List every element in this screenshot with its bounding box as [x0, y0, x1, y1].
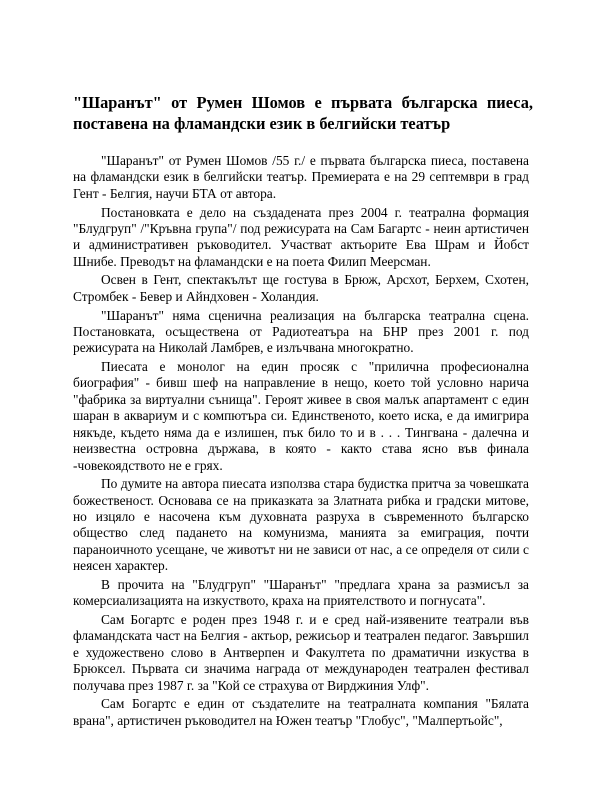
paragraph: "Шаранът" от Румен Шомов /55 г./ е първата българска пиеса, поставена на фламандски език в белгийски театър. Премиерата е на 29 септември в град Гент - Белгия, научи БТА от автора. — [73, 153, 529, 201]
article-title: "Шаранът" от Румен Шомов е първата българска пиеса, поставена на фламандски език в белгийски театър — [73, 93, 533, 133]
paragraph: Освен в Гент, спектакълът ще гостува в Брюж, Арсхот, Берхем, Схотен, Стромбек - Бевер и Айндховен - Холандия. — [73, 272, 529, 304]
paragraph: Сам Богартс е роден през 1948 г. и е сред най-изявените театрали във фламандската част на Белгия - актьор, режисьор и театрален педагог. Завършил е художествено слово в Антверпен и Факултета по драматични изкуства в Брюксел. Първата си значима награда от международен театрален фестивал получава през 1987 г. за "Кой се страхува от Вирджиния Улф". — [73, 612, 529, 693]
paragraph: "Шаранът" няма сценична реализация на българска театрална сцена. Постановката, осъществена от Радиотеатъра на БНР през 2001 г. под режисурата на Николай Ламбрев, е излъчвана многократно. — [73, 307, 529, 356]
paragraph: По думите на автора пиесата използва стара будистка притча за човешката божественост. Основава се на приказката за Златната рибка и градски митове, но изцяло е насочена към духовната разруха в съвременното българско общество след падането на комунизма, манията за емиграция, почти параноичното усещане, че животът ни не зависи от нас, а се определя от сили с неясен характер. — [73, 476, 529, 574]
paragraph: В прочита на "Блудгруп" "Шаранът" "предлага храна за размисъл за комерсиализацията на изкуството, краха на приятелството и погнусата". — [73, 576, 529, 609]
paragraph: Пиесата е монолог на един просяк с "прилична професионална биография" - бивш шеф на направление в нещо, което той условно нарича "фабрика за виртуални сънища". Героят живее в своя малък апартамент с един шаран в аквариум и с компютъра си. Единственото, което иска, е да имигрира някъде, където няма да е излишен, пък било то и в . . . Тингвана - далечна и неизвестна островна държава, в която - както става ясно във финала -човекоядството не е грях. — [73, 359, 529, 473]
article-body — [73, 153, 529, 731]
paragraph: Постановката е дело на създадената през 2004 г. театрална формация "Блудгруп" /"Кръвна група"/ под режисурата на Сам Багартс - неин артистичен и административен ръководител. Участват актьорите Ева Шрам и Йобст Шнибе. Преводът на фламандски е на поета Филип Меерсман. — [73, 204, 529, 269]
paragraph: Сам Богартс е един от създателите на театралната компания "Бялата врана", артистичен ръководител на Южен театър "Глобус", "Малпертьойс", — [73, 696, 529, 728]
